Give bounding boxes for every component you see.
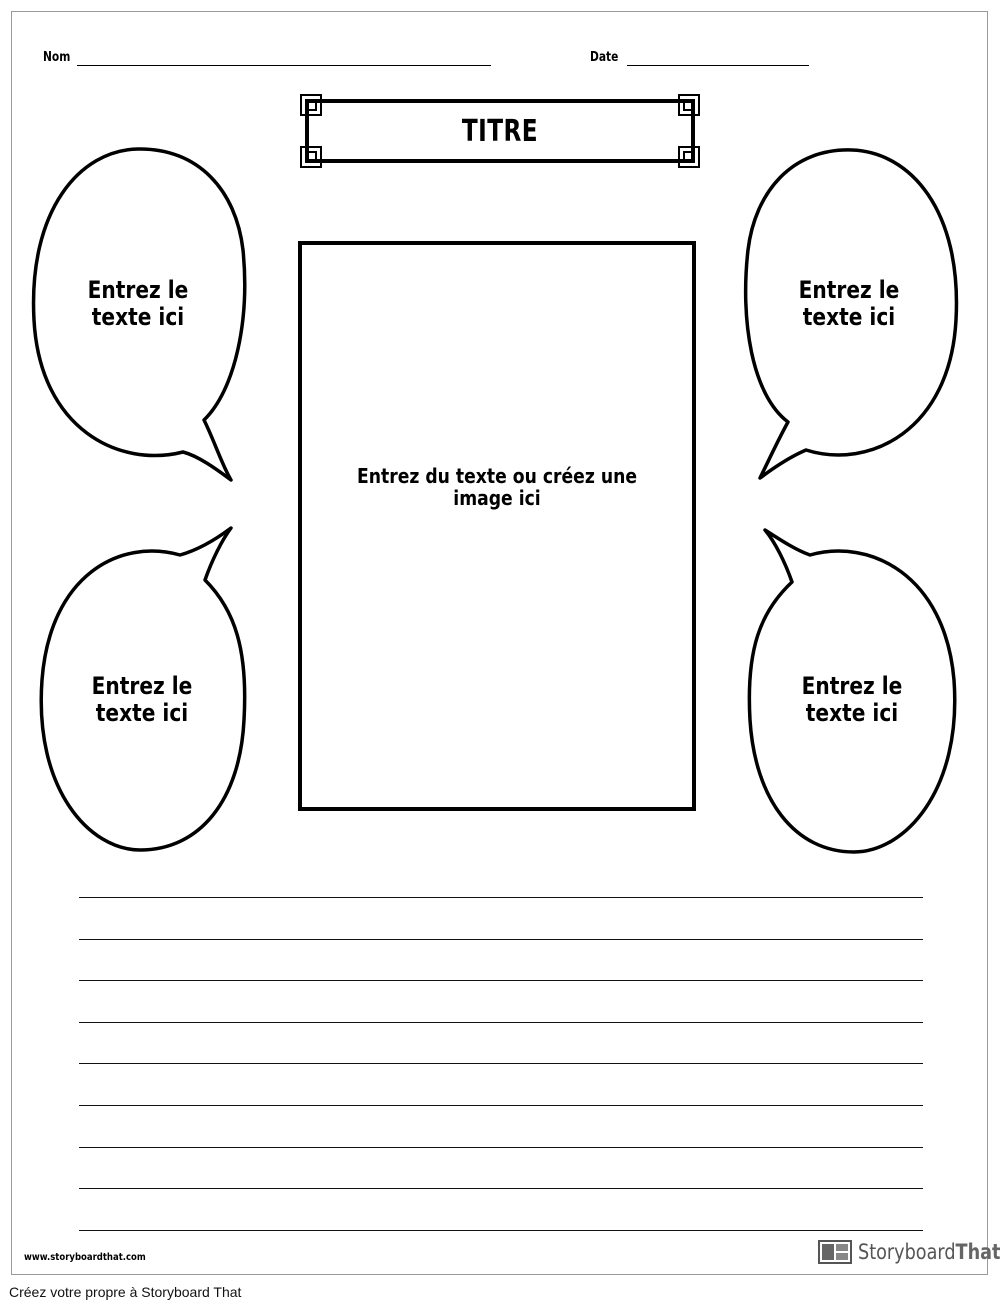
footer-url: www.storyboardthat.com bbox=[24, 1252, 146, 1263]
writing-line[interactable] bbox=[79, 939, 923, 940]
center-box-text: Entrez du texte ou créez une image ici bbox=[357, 464, 637, 510]
brand-name: StoryboardThat bbox=[858, 1240, 1000, 1264]
bubble-text-bottom-left[interactable]: Entrez le texte ici bbox=[91, 672, 193, 727]
center-image-box[interactable] bbox=[298, 241, 696, 811]
writing-line[interactable] bbox=[79, 1230, 923, 1231]
writing-line[interactable] bbox=[79, 1022, 923, 1023]
date-label: Date bbox=[590, 50, 619, 65]
writing-line[interactable] bbox=[79, 1063, 923, 1064]
writing-line[interactable] bbox=[79, 897, 923, 898]
writing-line[interactable] bbox=[79, 980, 923, 981]
bubble-text-top-right[interactable]: Entrez le texte ici bbox=[798, 276, 900, 331]
storyboard-logo-icon bbox=[818, 1240, 852, 1264]
page-title: TITRE bbox=[461, 113, 539, 149]
bubble-text-bottom-right[interactable]: Entrez le texte ici bbox=[801, 672, 903, 727]
writing-line[interactable] bbox=[79, 1147, 923, 1148]
name-label: Nom bbox=[43, 50, 71, 65]
storyboardthat-logo bbox=[818, 1238, 1000, 1266]
bubble-text-top-left[interactable]: Entrez le texte ici bbox=[87, 276, 189, 331]
writing-line[interactable] bbox=[79, 1105, 923, 1106]
writing-line[interactable] bbox=[79, 1188, 923, 1189]
page-caption: Créez votre propre à Storyboard That bbox=[9, 1284, 242, 1300]
